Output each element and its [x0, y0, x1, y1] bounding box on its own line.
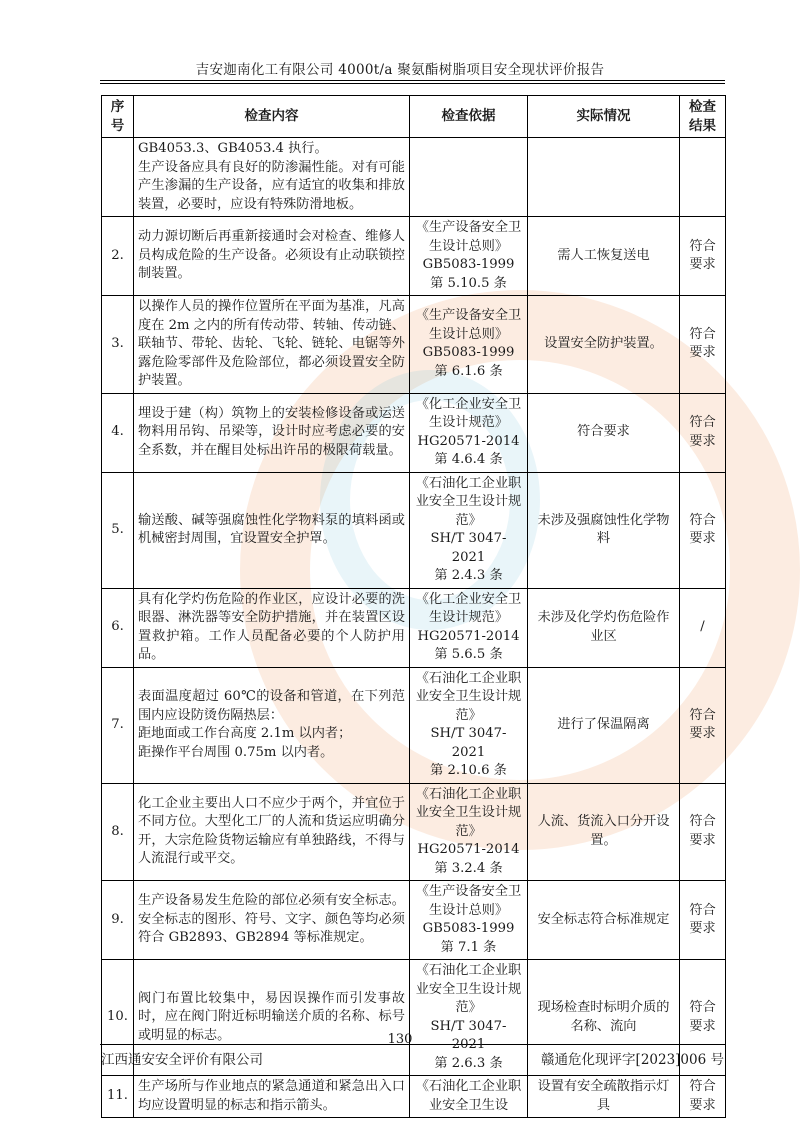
- cell-result: 符合 要求: [680, 960, 726, 1076]
- cell-result: 符合 要求: [680, 881, 726, 960]
- cell-actual: 人流、货流入口分开设置。: [528, 783, 680, 881]
- page-header-title: 吉安迦南化工有限公司 4000t/a 聚氨酯树脂项目安全现状评价报告: [195, 62, 605, 78]
- cell-result: 符合 要求: [680, 472, 726, 588]
- cell-actual: 需人工恢复送电: [528, 217, 680, 296]
- cell-actual: 安全标志符合标准规定: [528, 881, 680, 960]
- header-rule-double: [100, 83, 725, 84]
- cell-basis: 《石油化工企业职业安全卫生设计规范》 SH/T 3047-2021 第 2.6.3 条: [410, 960, 528, 1076]
- cell-basis: 《化工企业安全卫生设计规范》 HG20571-2014 第 4.6.4 条: [410, 393, 528, 472]
- cell-result: /: [680, 588, 726, 667]
- header-rule: [100, 80, 725, 81]
- cell-actual: 未涉及化学灼伤危险作业区: [528, 588, 680, 667]
- cell-basis: 《化工企业安全卫生设计规范》 HG20571-2014 第 5.6.5 条: [410, 588, 528, 667]
- cell-no: 11.: [102, 1076, 134, 1118]
- cell-actual: [528, 138, 680, 217]
- col-header-no: 序 号: [102, 96, 134, 138]
- cell-actual: 符合要求: [528, 393, 680, 472]
- footer-report-number: 赣通危化现评字[2023]006 号: [541, 1052, 724, 1068]
- cell-content: 以操作人员的操作位置所在平面为基准，凡高度在 2m 之内的所有传动带、转轴、传动链、联轴节、带轮、齿轮、飞轮、链轮、电锯等外露危险零部件及危险部位，都必须设置安全防护装置。: [134, 296, 410, 394]
- cell-content: 化工企业主要出人口不应少于两个，并宜位于不同方位。大型化工厂的人流和货运应明确分开，大宗危险货物运输应有单独路线，不得与人流混行或平交。: [134, 783, 410, 881]
- table-row: [102, 783, 726, 881]
- cell-result: 符合 要求: [680, 783, 726, 881]
- cell-no: 9.: [102, 881, 134, 960]
- cell-no: 6.: [102, 588, 134, 667]
- col-header-content: 检查内容: [134, 96, 410, 138]
- cell-content: 动力源切断后再重新接通时会对检查、维修人员构成危险的生产设备。必须设有止动联锁控制装置。: [134, 217, 410, 296]
- table-row: [102, 881, 726, 960]
- cell-basis: 《生产设备安全卫生设计总则》 GB5083-1999 第 7.1 条: [410, 881, 528, 960]
- cell-no: 8.: [102, 783, 134, 881]
- cell-basis: 《石油化工企业职业安全卫生设计规范》 HG20571-2014 第 3.2.4 条: [410, 783, 528, 881]
- cell-basis: 《石油化工企业职业安全卫生设: [410, 1076, 528, 1118]
- cell-basis: [410, 138, 528, 217]
- cell-content: 输送酸、碱等强腐蚀性化学物料泵的填料函或机械密封周围，宜设置安全护罩。: [134, 472, 410, 588]
- cell-content: 具有化学灼伤危险的作业区，应设计必要的洗眼器、淋洗器等安全防护措施，并在装置区设置救护箱。工作人员配备必要的个人防护用品。: [134, 588, 410, 667]
- cell-actual: 未涉及强腐蚀性化学物料: [528, 472, 680, 588]
- cell-result: 符合 要求: [680, 296, 726, 394]
- table-row: [102, 1076, 726, 1118]
- cell-no: 5.: [102, 472, 134, 588]
- inspection-table: [101, 95, 726, 1118]
- table-row: [102, 960, 726, 1076]
- cell-no: [102, 138, 134, 217]
- cell-content: 生产场所与作业地点的紧急通道和紧急出入口均应设置明显的标志和指示箭头。: [134, 1076, 410, 1118]
- footer-company: 江西通安安全评价有限公司: [101, 1052, 263, 1068]
- cell-basis: 《生产设备安全卫生设计总则》 GB5083-1999 第 6.1.6 条: [410, 296, 528, 394]
- cell-content: GB4053.3、GB4053.4 执行。 生产设备应具有良好的防渗漏性能。对有可能产生渗漏的生产设备，应有适宜的收集和排放装置，必要时，应设有特殊防滑地板。: [134, 138, 410, 217]
- cell-actual: 设置安全防护装置。: [528, 296, 680, 394]
- table-row: [102, 296, 726, 394]
- table-row: [102, 588, 726, 667]
- cell-no: 4.: [102, 393, 134, 472]
- table-row: [102, 393, 726, 472]
- cell-result: 符合 要求: [680, 217, 726, 296]
- col-header-actual: 实际情况: [528, 96, 680, 138]
- cell-basis: 《生产设备安全卫生设计总则》 GB5083-1999 第 5.10.5 条: [410, 217, 528, 296]
- table-row: [102, 138, 726, 217]
- table-row: [102, 217, 726, 296]
- cell-content: 生产设备易发生危险的部位必须有安全标志。安全标志的图形、符号、文字、颜色等均必须符合 GB2893、GB2894 等标准规定。: [134, 881, 410, 960]
- cell-actual: 现场检查时标明介质的名称、流向: [528, 960, 680, 1076]
- cell-no: 2.: [102, 217, 134, 296]
- cell-result: 符合 要求: [680, 1076, 726, 1118]
- table-row: [102, 667, 726, 783]
- cell-content: 阀门布置比较集中，易因误操作而引发事故时，应在阀门附近标明输送介质的名称、标号或明显的标志。: [134, 960, 410, 1076]
- cell-actual: 进行了保温隔离: [528, 667, 680, 783]
- cell-no: 3.: [102, 296, 134, 394]
- cell-no: 10.: [102, 960, 134, 1076]
- cell-basis: 《石油化工企业职业安全卫生设计规范》 SH/T 3047-2021 第 2.4.3 条: [410, 472, 528, 588]
- cell-result: [680, 138, 726, 217]
- cell-actual: 设置有安全疏散指示灯具: [528, 1076, 680, 1118]
- page-number: 130: [387, 1032, 413, 1047]
- cell-no: 7.: [102, 667, 134, 783]
- table-row: [102, 472, 726, 588]
- cell-result: 符合 要求: [680, 393, 726, 472]
- table-header-row: [102, 96, 726, 138]
- cell-basis: 《石油化工企业职业安全卫生设计规范》 SH/T 3047-2021 第 2.10.6 条: [410, 667, 528, 783]
- cell-content: 表面温度超过 60℃的设备和管道，在下列范围内应设防烫伤隔热层： 距地面或工作台高度 2.1m 以内者； 距操作平台周围 0.75m 以内者。: [134, 667, 410, 783]
- col-header-result: 检查 结果: [680, 96, 726, 138]
- cell-result: 符合 要求: [680, 667, 726, 783]
- col-header-basis: 检查依据: [410, 96, 528, 138]
- cell-content: 埋设于建（构）筑物上的安装检修设备或运送物料用吊钩、吊梁等，设计时应考虑必要的安全系数，并在醒目处标出许吊的极限荷载量。: [134, 393, 410, 472]
